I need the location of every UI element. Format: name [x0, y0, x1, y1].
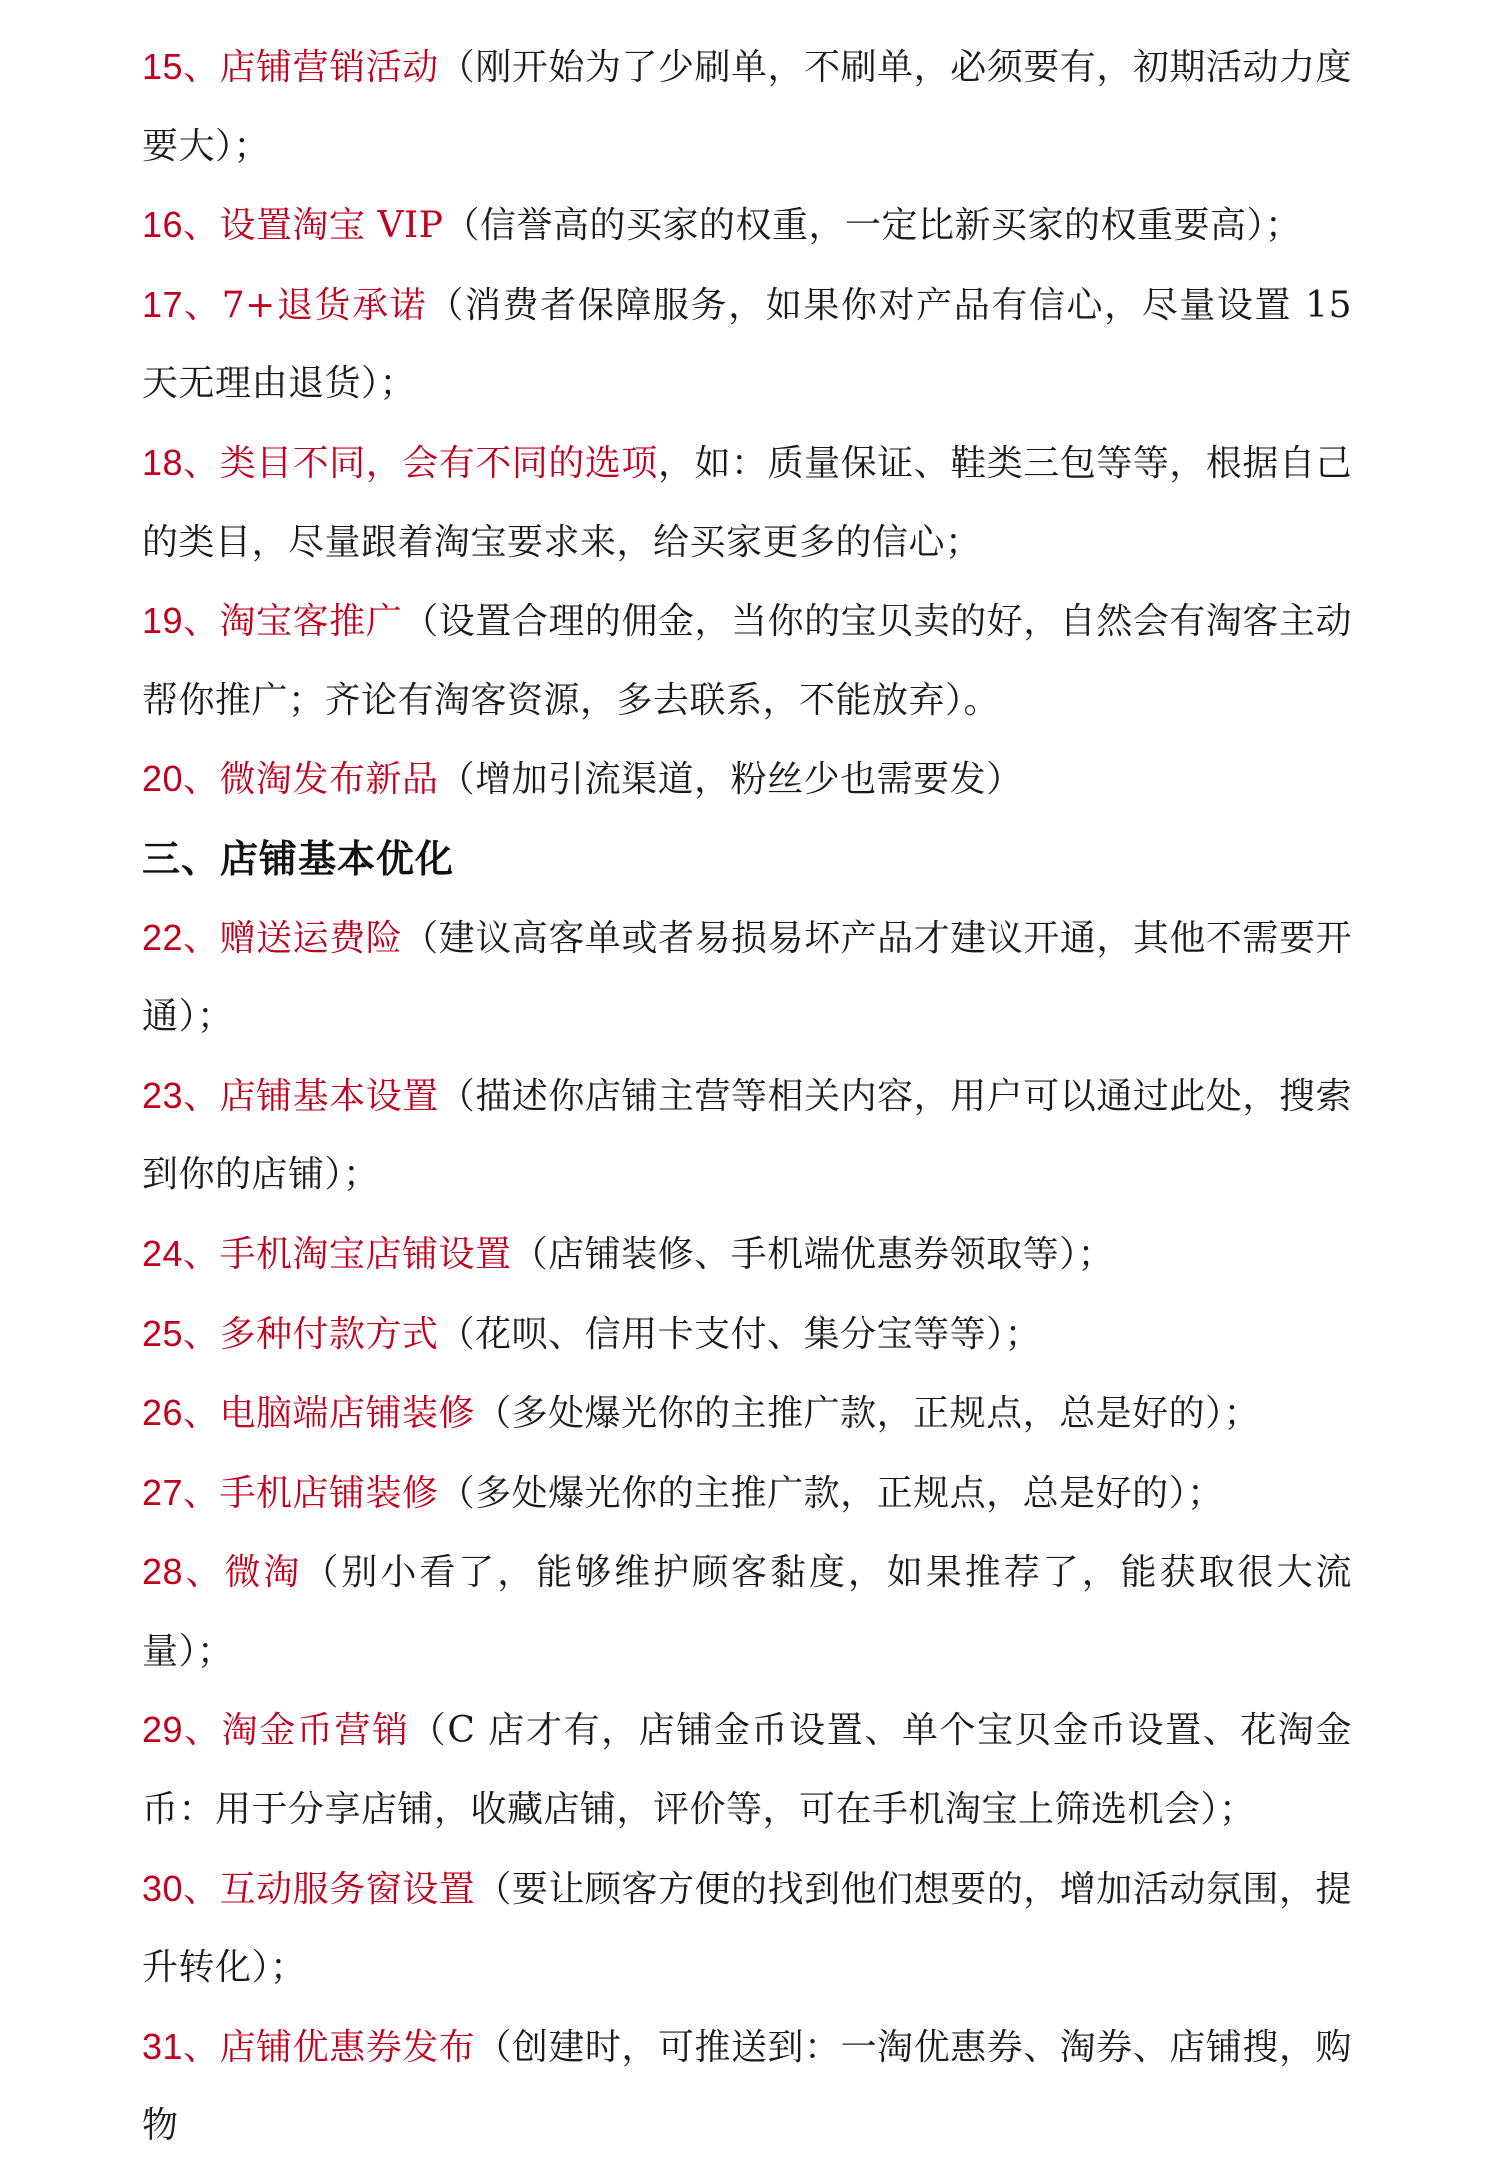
- item-title: 店铺基本设置: [219, 1075, 439, 1117]
- list-item: [142, 1533, 1352, 1691]
- item-description: ，如：质量保证、鞋类三包等等，根据自己的类目，尽量跟着淘宝要求来，给买家更多的信心；: [142, 442, 1352, 563]
- item-title: 多种付款方式: [219, 1313, 439, 1355]
- item-title: 手机淘宝店铺设置: [219, 1233, 512, 1275]
- item-number: 17、: [142, 283, 222, 325]
- list-item: [142, 28, 1352, 186]
- item-number: 26、: [142, 1392, 220, 1434]
- item-description: （建议高客单或者易损易坏产品才建议开通，其他不需要开通）；: [142, 917, 1352, 1038]
- item-description: （多处爆光你的主推广款，正规点，总是好的）；: [475, 1393, 1261, 1435]
- list-item: [142, 1850, 1352, 2008]
- item-number: 29、: [142, 1709, 222, 1751]
- item-number: 28、: [142, 1551, 225, 1593]
- item-description: （C 店才有，店铺金币设置、单个宝贝金币设置、花淘金币：用于分享店铺，收藏店铺，评价等，可在手机淘宝上筛选机会）；: [142, 1710, 1352, 1831]
- list-item: [142, 2008, 1352, 2166]
- item-description: （要让顾客方便的找到他们想要的，增加活动氛围，提升转化）；: [142, 1868, 1352, 1989]
- list-item: [142, 1215, 1352, 1295]
- item-description: （刚开始为了少刷单，不刷单，必须要有，初期活动力度要大）；: [142, 47, 1352, 167]
- item-number: 18、: [142, 441, 220, 483]
- list-item: [142, 899, 1352, 1057]
- item-description: （多处爆光你的主推广款，正规点，总是好的）；: [438, 1472, 1224, 1514]
- list-item: [142, 740, 1352, 820]
- item-title: 微淘: [224, 1552, 303, 1594]
- item-number: 31、: [142, 2025, 220, 2067]
- list-item: [142, 186, 1352, 266]
- list-item: [142, 1374, 1352, 1454]
- item-description: （描述你店铺主营等相关内容，用户可以通过此处，搜索到你的店铺）；: [142, 1075, 1352, 1196]
- item-title: 类目不同，会有不同的选项: [219, 442, 658, 484]
- item-title: 赠送运费险: [219, 917, 403, 959]
- list-item: [142, 1295, 1352, 1375]
- item-number: 30、: [142, 1867, 220, 1909]
- item-number: 20、: [142, 758, 220, 800]
- list-item: [142, 1691, 1352, 1849]
- item-title: 淘金币营销: [221, 1710, 410, 1752]
- item-title: 淘宝客推广: [219, 601, 403, 643]
- item-number: 27、: [142, 1471, 220, 1513]
- document-page: [142, 28, 1352, 2166]
- item-description: （店铺装修、手机端优惠券领取等）；: [511, 1233, 1115, 1275]
- list-item: [142, 1057, 1352, 1215]
- item-description: （花呗、信用卡支付、集分宝等等）；: [438, 1313, 1042, 1355]
- item-number: 23、: [142, 1074, 220, 1116]
- list-item: [142, 266, 1352, 424]
- item-title: 电脑端店铺装修: [219, 1393, 476, 1435]
- item-title: 店铺优惠券发布: [219, 2026, 476, 2068]
- item-title: 手机店铺装修: [219, 1472, 439, 1514]
- item-description: （创建时，可推送到：一淘优惠券、淘券、店铺搜，购物: [142, 2026, 1352, 2147]
- item-title: 微淘发布新品: [219, 759, 439, 801]
- item-description: （设置合理的佣金，当你的宝贝卖的好，自然会有淘客主动帮你推广；齐论有淘客资源，多去联系，不能放弃）。: [142, 601, 1352, 721]
- item-number: 24、: [142, 1232, 220, 1274]
- item-number: 25、: [142, 1312, 220, 1354]
- item-number: 19、: [142, 600, 220, 642]
- item-description: （别小看了，能够维护顾客黏度，如果推荐了，能获取很大流量）；: [142, 1552, 1352, 1672]
- item-description: （消费者保障服务，如果你对产品有信心，尽量设置 15 天无理由退货）；: [142, 284, 1352, 405]
- list-item: [142, 424, 1352, 582]
- item-title: 互动服务窗设置: [219, 1868, 476, 1910]
- item-description: （增加引流渠道，粉丝少也需要发）: [438, 759, 1023, 801]
- item-number: 16、: [142, 204, 220, 246]
- item-number: 15、: [142, 46, 220, 87]
- section-heading: 三、店铺基本优化: [142, 835, 455, 881]
- item-description: （信誉高的买家的权重，一定比新买家的权重要高）；: [443, 205, 1302, 247]
- list-item: [142, 1454, 1352, 1534]
- item-title: 7+退货承诺: [221, 284, 428, 326]
- list-item: [142, 582, 1352, 740]
- item-number: 22、: [142, 916, 220, 958]
- item-title: 设置淘宝 VIP: [219, 205, 444, 247]
- item-title: 店铺营销活动: [219, 47, 439, 88]
